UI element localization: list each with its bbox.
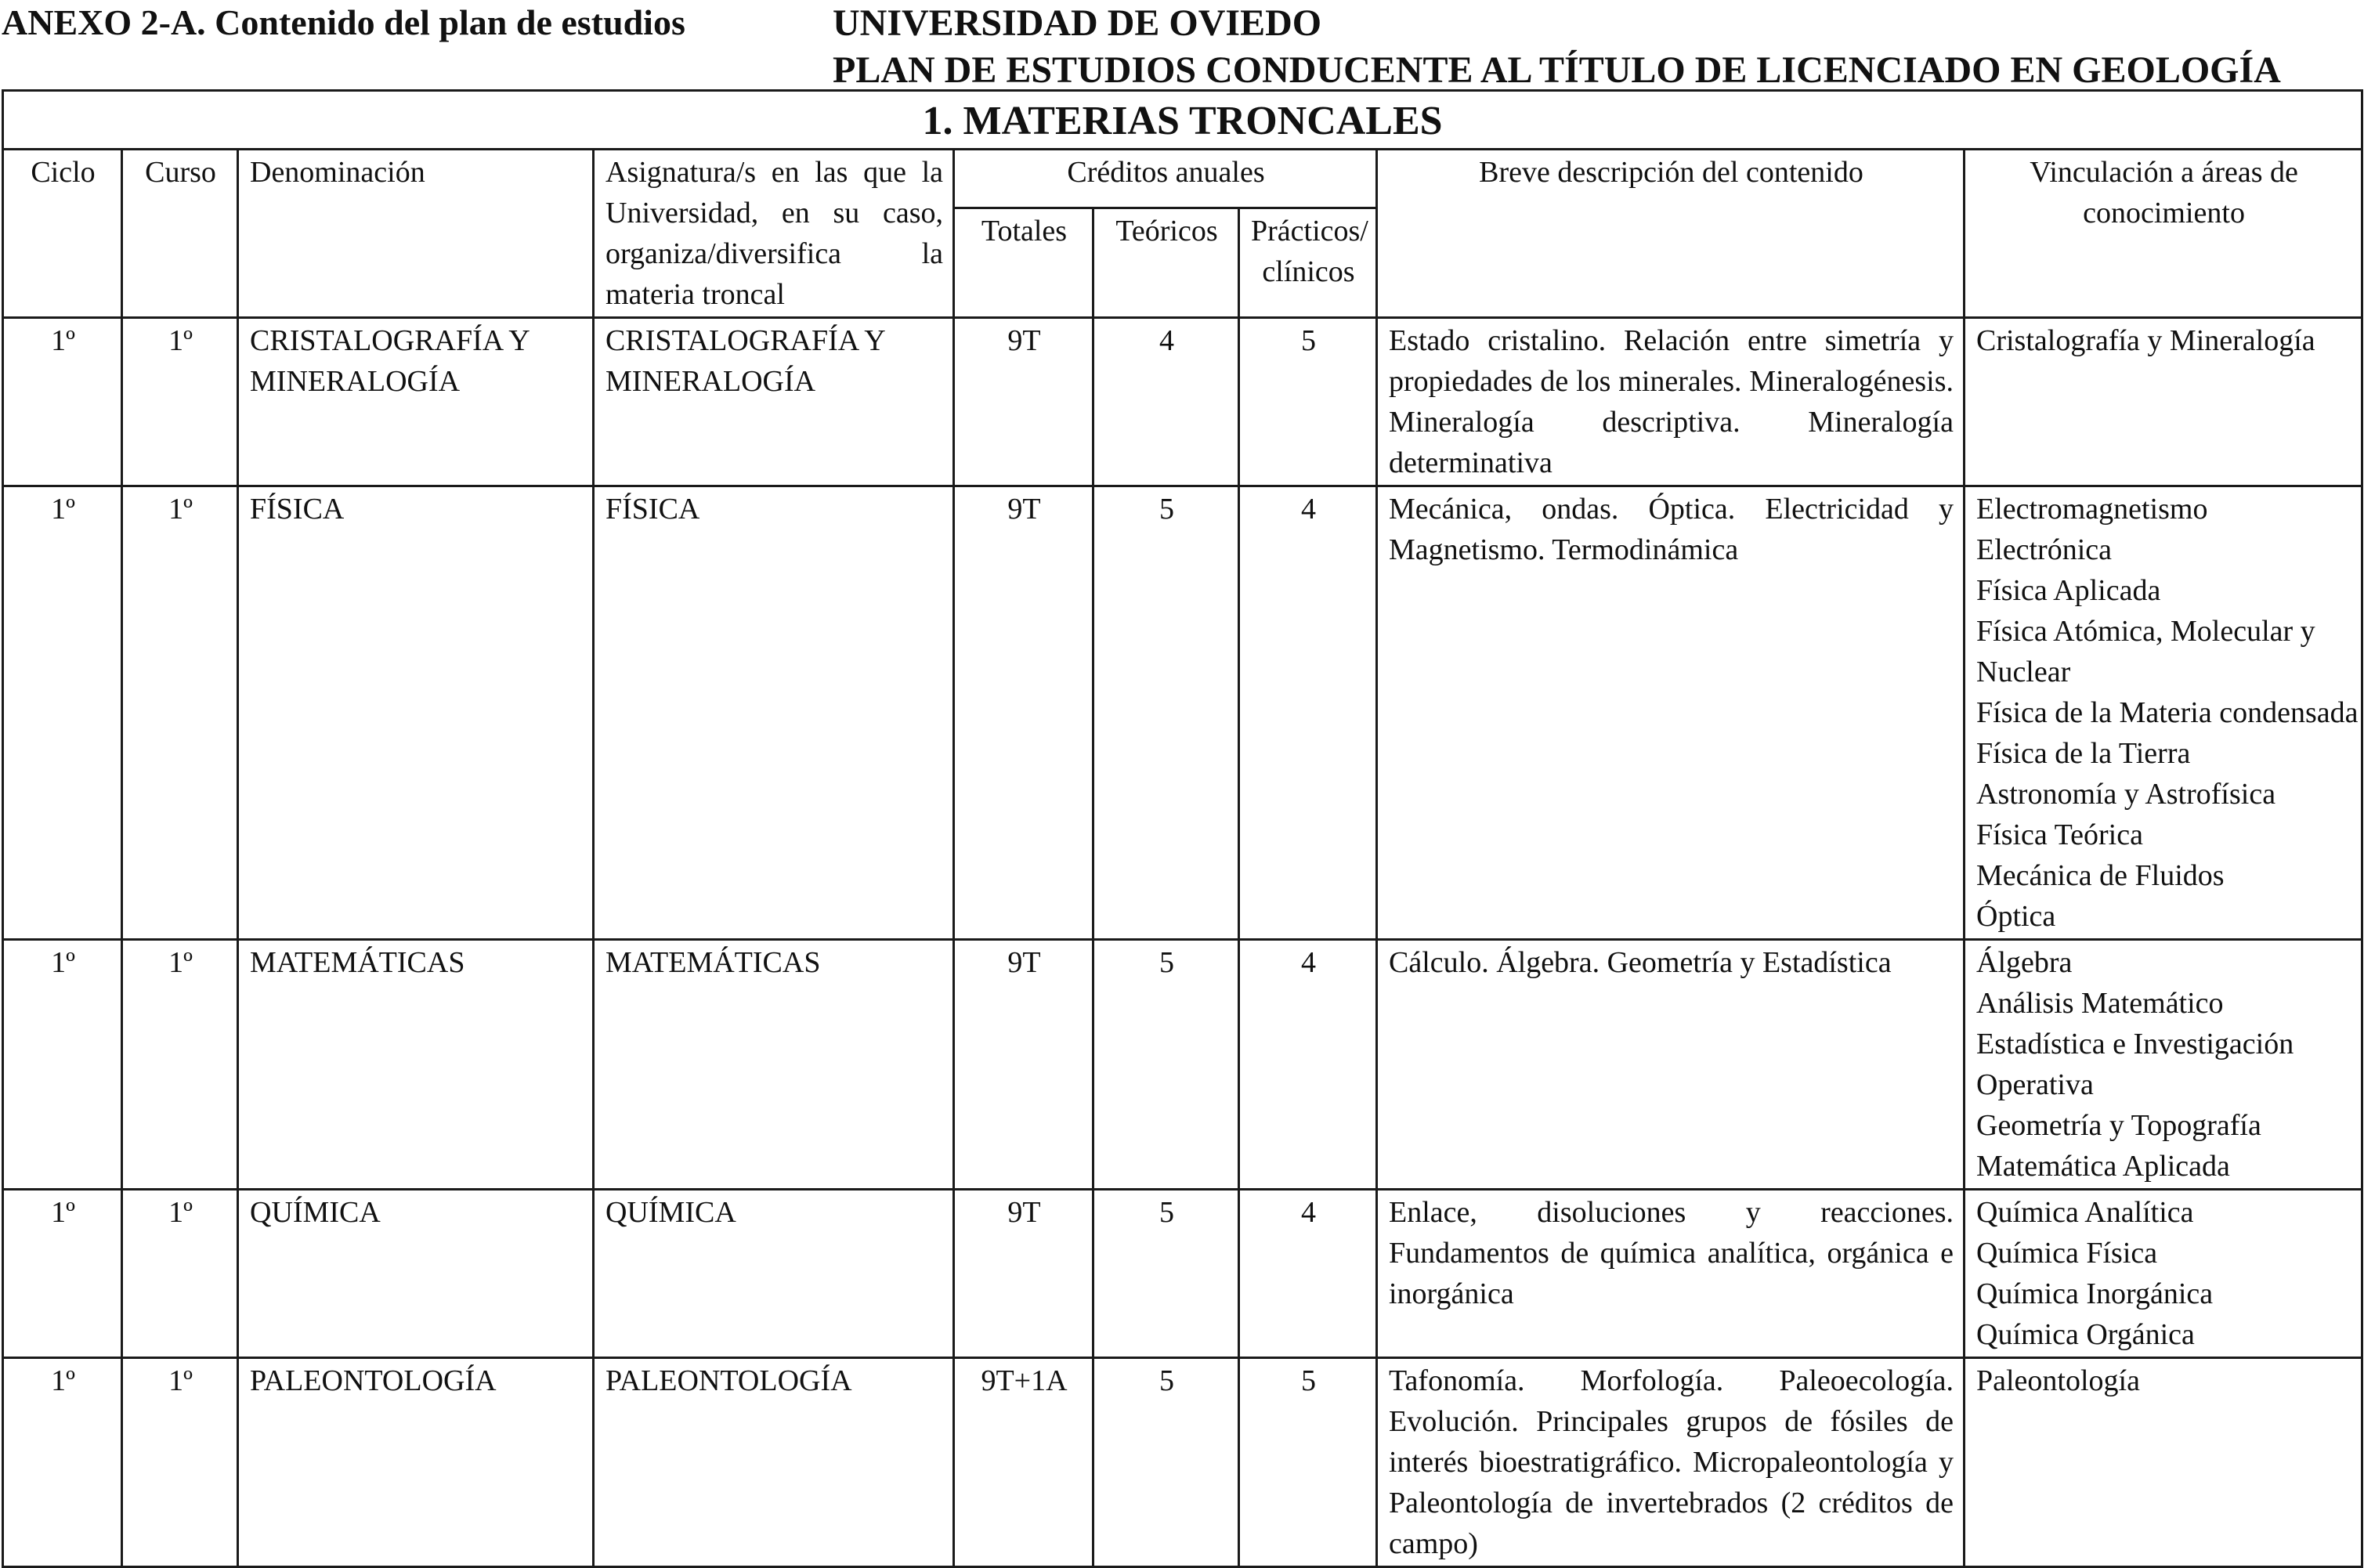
area-item: Física Aplicada xyxy=(1976,574,2161,607)
area-item: Geometría y Topografía xyxy=(1976,1109,2261,1142)
table-row xyxy=(3,1358,2362,1567)
cell-teoricos: 5 xyxy=(1093,940,1239,1190)
area-item: Química Inorgánica xyxy=(1976,1277,2214,1310)
area-item: Electromagnetismo xyxy=(1976,493,2208,526)
section-title-row xyxy=(3,91,2362,150)
cell-asignatura: FÍSICA xyxy=(594,486,954,940)
table-row xyxy=(3,318,2362,486)
cell-ciclo: 1º xyxy=(3,486,122,940)
cell-denominacion: QUÍMICA xyxy=(238,1190,594,1358)
cell-totales: 9T xyxy=(954,1190,1093,1358)
col-header-ciclo: Ciclo xyxy=(3,150,122,318)
area-item: Óptica xyxy=(1976,900,2056,933)
area-item: Química Analítica xyxy=(1976,1196,2194,1229)
university-name: UNIVERSIDAD DE OVIEDO xyxy=(833,2,1322,44)
troncales-table xyxy=(2,89,2363,1568)
col-header-vinculacion: Vinculación a áreas de conocimiento xyxy=(1965,150,2362,318)
cell-ciclo: 1º xyxy=(3,940,122,1190)
area-item: Álgebra xyxy=(1976,946,2073,979)
cell-descripcion: Enlace, disoluciones y reacciones. Fundamentos de química analítica, orgánica e inorgánica xyxy=(1377,1190,1965,1358)
cell-totales: 9T+1A xyxy=(954,1358,1093,1567)
cell-asignatura: CRISTALOGRAFÍA Y MINERALOGÍA xyxy=(594,318,954,486)
cell-denominacion: PALEONTOLOGÍA xyxy=(238,1358,594,1567)
col-header-curso: Curso xyxy=(122,150,238,318)
cell-practicos: 4 xyxy=(1239,486,1377,940)
col-header-totales: Totales xyxy=(954,208,1093,317)
area-item: Física de la Materia condensada xyxy=(1976,696,2359,729)
area-item: Paleontología xyxy=(1976,1364,2140,1397)
section-title: 1. MATERIAS TRONCALES xyxy=(3,91,2362,150)
area-item: Análisis Matemático xyxy=(1976,987,2224,1020)
cell-curso: 1º xyxy=(122,940,238,1190)
cell-asignatura: MATEMÁTICAS xyxy=(594,940,954,1190)
cell-ciclo: 1º xyxy=(3,318,122,486)
cell-curso: 1º xyxy=(122,486,238,940)
cell-denominacion: CRISTALOGRAFÍA Y MINERALOGÍA xyxy=(238,318,594,486)
col-header-practicos: Prácticos/ clínicos xyxy=(1239,208,1377,317)
area-item: Nuclear xyxy=(1976,656,2071,688)
area-item: Operativa xyxy=(1976,1068,2094,1101)
cell-denominacion: MATEMÁTICAS xyxy=(238,940,594,1190)
cell-ciclo: 1º xyxy=(3,1190,122,1358)
document-header xyxy=(833,0,2281,94)
area-item: Astronomía y Astrofísica xyxy=(1976,778,2276,811)
plan-title: PLAN DE ESTUDIOS CONDUCENTE AL TÍTULO DE LICENCIADO EN GEOLOGÍA xyxy=(833,49,2281,91)
cell-curso: 1º xyxy=(122,1190,238,1358)
cell-practicos: 4 xyxy=(1239,1190,1377,1358)
area-item: Física de la Tierra xyxy=(1976,737,2191,770)
cell-areas xyxy=(1965,1358,2362,1567)
cell-descripcion: Tafonomía. Morfología. Paleoecología. Evolución. Principales grupos de fósiles de interés bioestratigráfico. Micropaleontología y Paleontología de invertebrados (2 créditos de campo) xyxy=(1377,1358,1965,1567)
cell-asignatura: PALEONTOLOGÍA xyxy=(594,1358,954,1567)
table-row xyxy=(3,1190,2362,1358)
area-item: Química Física xyxy=(1976,1237,2158,1270)
column-header-row xyxy=(3,150,2362,208)
cell-areas xyxy=(1965,318,2362,486)
cell-totales: 9T xyxy=(954,940,1093,1190)
cell-descripcion: Mecánica, ondas. Óptica. Electricidad y Magnetismo. Termodinámica xyxy=(1377,486,1965,940)
annex-title: ANEXO 2-A. Contenido del plan de estudios xyxy=(2,2,685,42)
cell-descripcion: Estado cristalino. Relación entre simetría y propiedades de los minerales. Mineralogénesis. Mineralogía descriptiva. Mineralogía determinativa xyxy=(1377,318,1965,486)
cell-curso: 1º xyxy=(122,318,238,486)
col-header-asignaturas: Asignatura/s en las que la Universidad, en su caso, organiza/diversifica la materia troncal xyxy=(594,150,954,318)
cell-denominacion: FÍSICA xyxy=(238,486,594,940)
cell-areas xyxy=(1965,486,2362,940)
cell-areas xyxy=(1965,940,2362,1190)
cell-teoricos: 5 xyxy=(1093,1358,1239,1567)
cell-teoricos: 4 xyxy=(1093,318,1239,486)
cell-teoricos: 5 xyxy=(1093,486,1239,940)
cell-practicos: 5 xyxy=(1239,1358,1377,1567)
area-item: Cristalografía y Mineralogía xyxy=(1976,324,2315,357)
cell-practicos: 4 xyxy=(1239,940,1377,1190)
area-item: Electrónica xyxy=(1976,533,2113,566)
col-header-creditos: Créditos anuales xyxy=(954,150,1377,208)
col-header-descripcion: Breve descripción del contenido xyxy=(1377,150,1965,318)
area-item: Estadística e Investigación xyxy=(1976,1028,2294,1060)
cell-teoricos: 5 xyxy=(1093,1190,1239,1358)
cell-curso: 1º xyxy=(122,1358,238,1567)
cell-practicos: 5 xyxy=(1239,318,1377,486)
col-header-teoricos: Teóricos xyxy=(1093,208,1239,317)
table-row xyxy=(3,486,2362,940)
cell-descripcion: Cálculo. Álgebra. Geometría y Estadística xyxy=(1377,940,1965,1190)
col-header-denominacion: Denominación xyxy=(238,150,594,318)
area-item: Física Teórica xyxy=(1976,818,2143,851)
cell-ciclo: 1º xyxy=(3,1358,122,1567)
cell-areas xyxy=(1965,1190,2362,1358)
table-row xyxy=(3,940,2362,1190)
cell-totales: 9T xyxy=(954,318,1093,486)
cell-asignatura: QUÍMICA xyxy=(594,1190,954,1358)
area-item: Química Orgánica xyxy=(1976,1318,2195,1351)
area-item: Mecánica de Fluidos xyxy=(1976,859,2225,892)
cell-totales: 9T xyxy=(954,486,1093,940)
area-item: Matemática Aplicada xyxy=(1976,1150,2230,1183)
area-item: Física Atómica, Molecular y xyxy=(1976,615,2315,648)
